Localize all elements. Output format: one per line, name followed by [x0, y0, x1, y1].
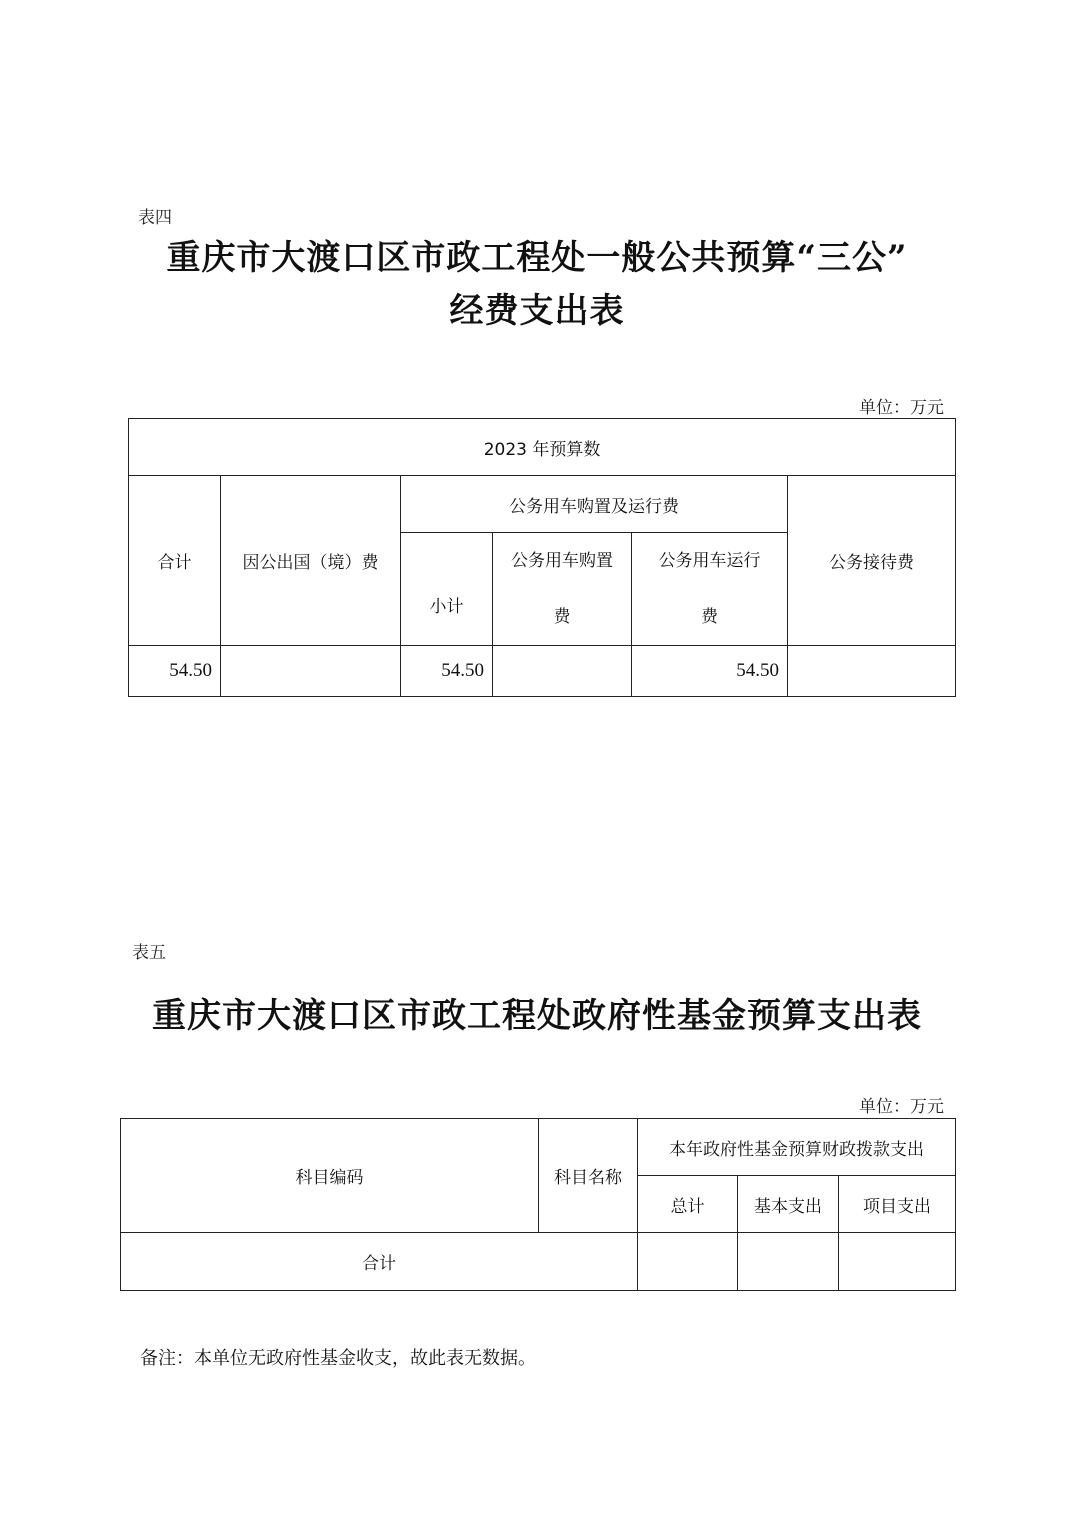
- table4-cell-vehicle-purchase: [493, 646, 632, 697]
- table5-title: 重庆市大渡口区市政工程处政府性基金预算支出表: [152, 996, 922, 1036]
- table5-header-code: 科目编码: [121, 1119, 539, 1233]
- table4-header-vehicle-operation-line1: 公务用车运行: [658, 551, 761, 571]
- table4-unit: 单位：万元: [859, 398, 944, 418]
- table4-header-subtotal: 小计: [401, 533, 493, 646]
- table4-header-vehicle-group: 公务用车购置及运行费: [401, 476, 788, 533]
- table4-cell-reception: [788, 646, 956, 697]
- table4-cell-subtotal: 54.50: [401, 646, 493, 697]
- table5-row-label: 合计: [121, 1233, 638, 1291]
- table4-header-reception: 公务接待费: [788, 476, 956, 646]
- table5-label: 表五: [132, 943, 166, 963]
- table4-header-vehicle-purchase: [493, 533, 632, 646]
- table5-header-name: 科目名称: [539, 1119, 638, 1233]
- table4-header-overseas: 因公出国（境）费: [221, 476, 401, 646]
- table4-header-total: 合计: [129, 476, 221, 646]
- table4-header-vehicle-purchase-line1: 公务用车购置: [511, 551, 613, 571]
- table4-header-vehicle-operation-line2: 费: [701, 607, 718, 627]
- table4-cell-vehicle-operation: 54.50: [632, 646, 788, 697]
- table4-cell-overseas: [221, 646, 401, 697]
- table4-label: 表四: [138, 208, 172, 228]
- table4: [128, 418, 956, 697]
- table5-header-group: 本年政府性基金预算财政拨款支出: [638, 1119, 956, 1176]
- table4-cell-total: 54.50: [129, 646, 221, 697]
- table4-title-line1: 重庆市大渡口区市政工程处一般公共预算“三公”: [166, 238, 908, 278]
- table5: [120, 1118, 956, 1291]
- table5-header-total: 总计: [638, 1176, 738, 1233]
- table5-cell-total: [638, 1233, 738, 1291]
- table4-header-budget-year: 2023 年预算数: [129, 419, 956, 476]
- table4-title-line2: 经费支出表: [449, 290, 625, 331]
- table4-header-vehicle-operation: [632, 533, 788, 646]
- table4-title: [100, 232, 974, 337]
- table5-cell-basic: [738, 1233, 839, 1291]
- table4-header-vehicle-purchase-line2: 费: [553, 607, 571, 627]
- table5-header-project: 项目支出: [839, 1176, 956, 1233]
- table5-cell-project: [839, 1233, 956, 1291]
- table5-unit: 单位：万元: [859, 1097, 944, 1117]
- table5-note: 备注：本单位无政府性基金收支，故此表无数据。: [140, 1348, 536, 1369]
- table5-header-basic: 基本支出: [738, 1176, 839, 1233]
